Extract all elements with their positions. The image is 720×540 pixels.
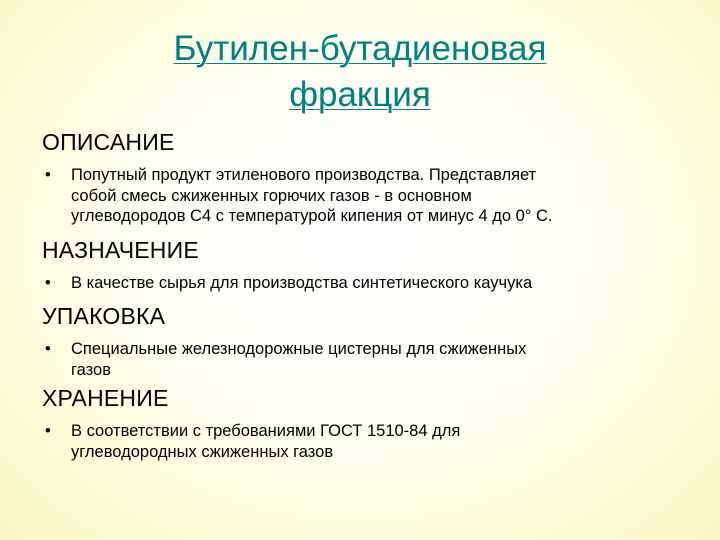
bullet-line: газов: [71, 360, 111, 379]
bullet-line: Попутный продукт этиленового производства. Представляет: [71, 166, 537, 184]
slide-title[interactable]: [90, 26, 630, 118]
bullet-item: [42, 339, 702, 380]
section-heading: ОПИСАНИЕ: [42, 129, 175, 155]
bullet-line: В качестве сырья для производства синтетического каучука: [71, 274, 533, 292]
bullet-dot-icon: •: [45, 422, 51, 440]
bullet-line: углеводородов С4 с температурой кипения от минус 4 до 0° С.: [71, 207, 553, 225]
section-heading: ХРАНЕНИЕ: [42, 385, 169, 411]
section-heading: НАЗНАЧЕНИЕ: [42, 237, 199, 263]
title-line-2: фракция: [289, 75, 431, 114]
section-purpose: [42, 236, 702, 294]
bullet-dot-icon: •: [45, 166, 51, 184]
bullet-line: В соответствии с требованиями ГОСТ 1510-84 для: [71, 422, 461, 440]
bullet-line: собой смесь сжиженных горючих газов - в основном: [71, 186, 472, 205]
section-description: [42, 128, 702, 227]
bullet-dot-icon: •: [45, 274, 51, 292]
bullet-line: Специальные железнодорожные цистерны для сжиженных: [71, 340, 527, 358]
bullet-line: углеводородных сжиженных газов: [71, 442, 334, 461]
section-heading: УПАКОВКА: [42, 303, 166, 329]
bullet-item: [42, 421, 702, 462]
title-link[interactable]: [174, 29, 547, 114]
section-packaging: [42, 302, 702, 380]
bullet-item: [42, 273, 702, 294]
bullet-dot-icon: •: [45, 340, 51, 358]
bullet-item: [42, 165, 702, 227]
title-line-1: Бутилен-бутадиеновая: [173, 29, 547, 68]
section-storage: [42, 384, 702, 462]
